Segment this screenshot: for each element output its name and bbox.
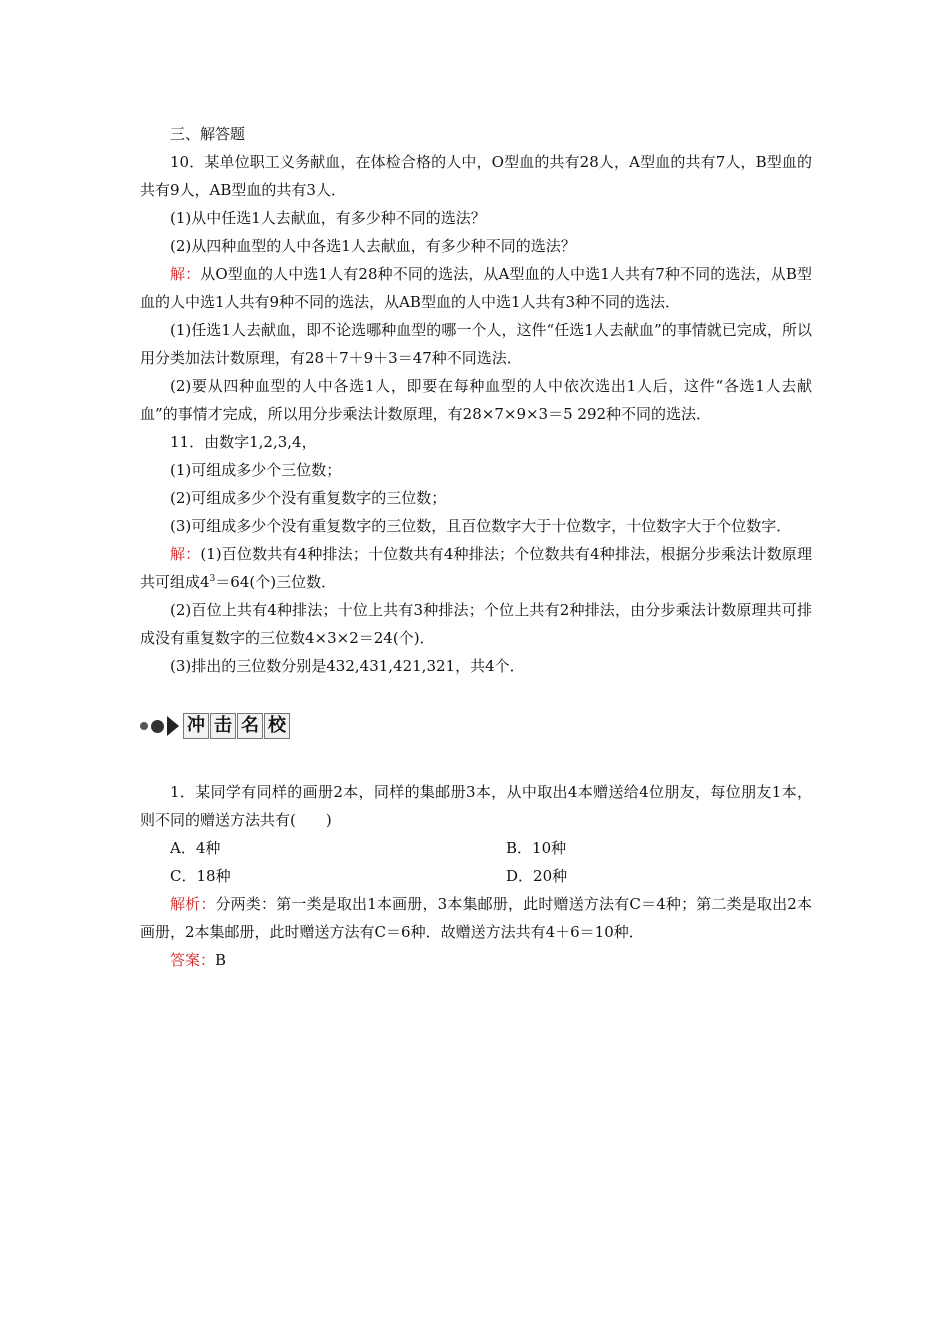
arrow-right-icon [167,716,179,736]
section-heading: 三、解答题 [170,125,246,143]
q11-part2: (2)可组成多少个没有重复数字的三位数； [170,489,447,507]
document-body [140,120,812,974]
solution-label: 解： [170,265,201,283]
q11-solution-1: 解：(1)百位数共有4种排法；十位数共有4种排法；个位数共有4种排法，根据分步乘法计数原理共可组成$4^3=64$(个)三位数． [140,545,812,591]
spacer [140,742,812,778]
q1-options [140,834,812,890]
q1-analysis: 解析：分两类：第一类是取出1本画册，3本集邮册，此时赠送方法有C＝4种；第二类是取出2本画册，2本集邮册，此时赠送方法有C＝6种．故赠送方法共有4＋6＝10种． [140,895,812,941]
banner-char: 击 [210,713,236,739]
q10-part2: (2)从四种血型的人中各选1人去献血，有多少种不同的选法？ [170,237,576,255]
analysis-label: 解析： [170,895,216,913]
banner-title [183,713,291,739]
dot-icon [140,722,148,730]
q11-stem: 11．由数字1,2,3,4， [170,433,317,451]
q11-part3: (3)可组成多少个没有重复数字的三位数，且百位数字大于十位数字，十位数字大于个位数字． [170,517,792,535]
option-c: C．18种 [170,867,231,885]
q11-part1: (1)可组成多少个三位数； [170,461,342,479]
banner-char: 名 [237,713,263,739]
section-banner [140,710,812,742]
q11-solution-2: (2)百位上共有4种排法；十位上共有3种排法；个位上共有2种排法，由分步乘法计数原理共可排成没有重复数字的三位数4×3×2＝24(个)． [140,601,812,647]
option-b: B．10种 [506,839,567,857]
q10-solution-intro: 解：从O型血的人中选1人有28种不同的选法，从A型血的人中选1人共有7种不同的选法，从B型血的人中选1人共有9种不同的选法，从AB型血的人中选1人共有3种不同的选法． [140,265,812,311]
dot-icon [151,720,164,733]
solution-label: 解： [170,545,201,563]
q10-solution-1: (1)任选1人去献血，即不论选哪种血型的哪一个人，这件“任选1人去献血”的事情就已完成，所以用分类加法计数原理，有28＋7＋9＋3＝47种不同选法． [140,321,812,367]
banner-char: 校 [264,713,290,739]
q11-solution-3: (3)排出的三位数分别是432,431,421,321，共4个． [170,657,525,675]
q1-answer: 答案：B [170,951,227,969]
answer-label: 答案： [170,951,216,969]
q10-solution-2: (2)要从四种血型的人中各选1人，即要在每种血型的人中依次选出1人后，这件“各选1人去献血”的事情才完成，所以用分步乘法计数原理，有28×7×9×3＝5 292种不同的选法． [140,377,812,423]
banner-char: 冲 [183,713,209,739]
q10-part1: (1)从中任选1人去献血，有多少种不同的选法？ [170,209,486,227]
option-d: D．20种 [506,867,568,885]
option-a: A．4种 [170,839,221,857]
q1-stem: 1．某同学有同样的画册2本，同样的集邮册3本，从中取出4本赠送给4位朋友，每位朋友1本，则不同的赠送方法共有( ) [140,783,812,829]
q10-stem: 10．某单位职工义务献血，在体检合格的人中，O型血的共有28人，A型血的共有7人，B型血的共有9人，AB型血的共有3人． [140,153,812,199]
